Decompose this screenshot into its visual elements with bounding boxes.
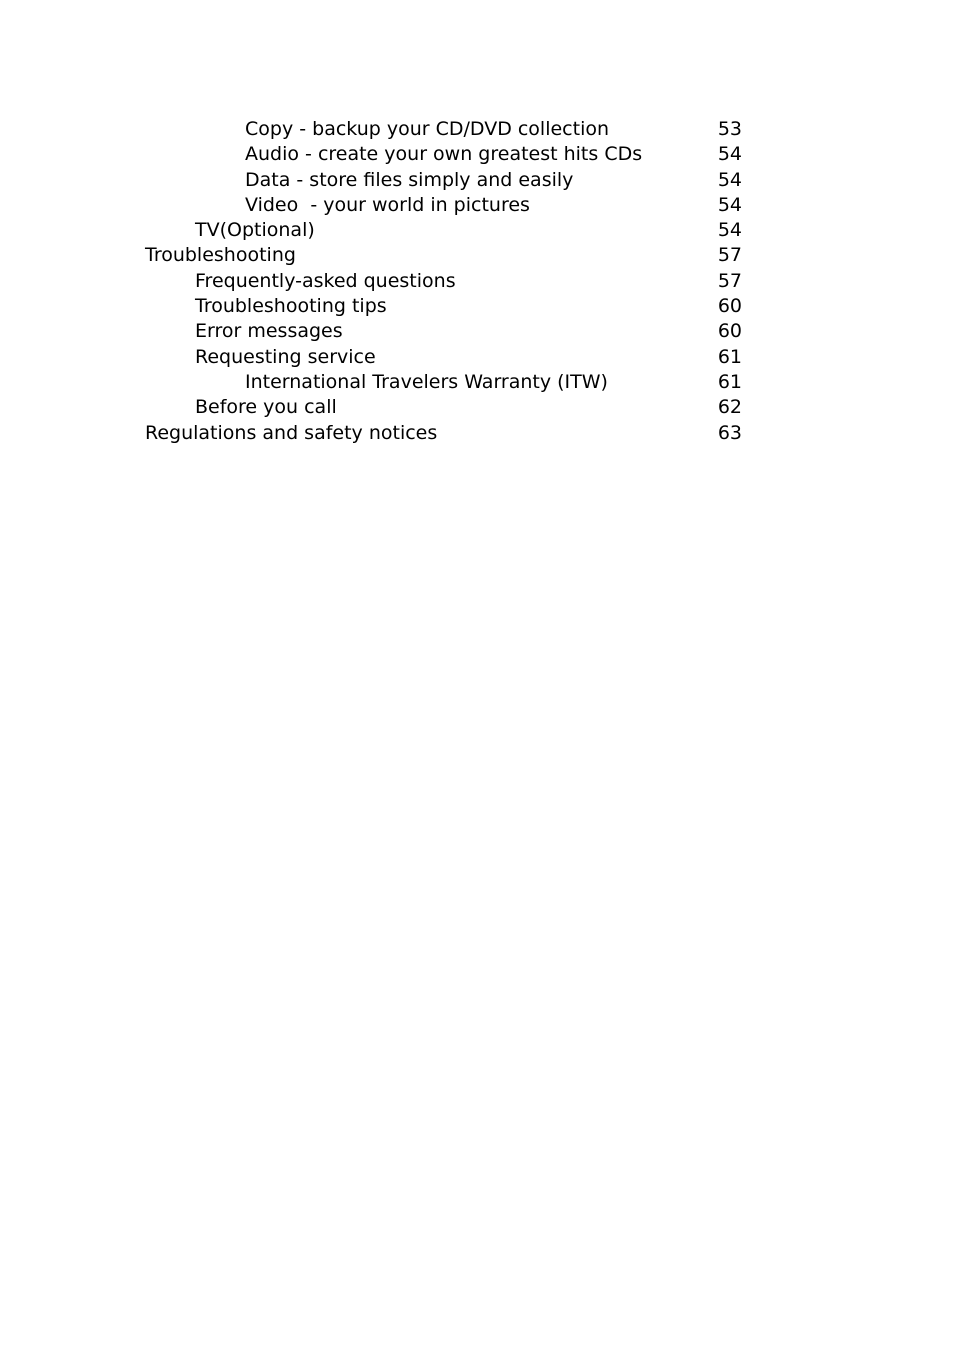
- toc-entry-page: 53: [717, 118, 742, 140]
- toc-entry-title: Video - your world in pictures: [245, 193, 530, 216]
- toc-entry-page: 54: [717, 143, 742, 166]
- toc-entry[interactable]: [145, 193, 742, 218]
- toc-entry-title: TV(Optional): [195, 219, 315, 242]
- toc-entry[interactable]: [145, 168, 742, 193]
- toc-entry[interactable]: [145, 269, 742, 294]
- toc-entry-page: 54: [717, 219, 742, 242]
- toc-entry-title: International Travelers Warranty (ITW): [245, 370, 608, 393]
- toc-entry-page: 54: [717, 193, 742, 216]
- toc-entry[interactable]: [145, 243, 742, 268]
- toc-entry-title: Data - store files simply and easily: [245, 168, 574, 191]
- toc-entry-page: 54: [717, 168, 742, 191]
- toc-entry-page: 63: [717, 421, 742, 444]
- toc-entry[interactable]: [145, 319, 742, 344]
- toc-entry[interactable]: [145, 370, 742, 395]
- toc-entry-title: Before you call: [195, 396, 337, 419]
- toc-entry[interactable]: [145, 345, 742, 370]
- toc-entry-title: Regulations and safety notices: [145, 421, 438, 444]
- toc-entry-page: 61: [717, 345, 742, 368]
- toc-entry-page: 57: [717, 244, 742, 267]
- toc-entry[interactable]: [145, 117, 742, 142]
- toc-entry[interactable]: [145, 294, 742, 319]
- toc-entry[interactable]: [145, 142, 742, 167]
- toc-entry-title: Audio - create your own greatest hits CDs: [245, 143, 643, 166]
- table-of-contents: [145, 117, 742, 446]
- toc-entry-title: Requesting service: [195, 345, 376, 368]
- toc-entry-title: Troubleshooting tips: [195, 295, 387, 318]
- toc-entry-title: Troubleshooting: [145, 244, 296, 267]
- toc-entry-page: 61: [717, 370, 742, 393]
- toc-entry-page: 57: [717, 269, 742, 292]
- toc-entry[interactable]: [145, 421, 742, 446]
- toc-entry-page: 60: [717, 320, 742, 343]
- toc-entry-page: 60: [717, 295, 742, 318]
- toc-entry-title: Copy - backup your CD/DVD collection: [245, 118, 610, 140]
- toc-entry-title: Frequently-asked questions: [195, 269, 456, 292]
- toc-entry[interactable]: [145, 218, 742, 243]
- toc-entry[interactable]: [145, 395, 742, 420]
- toc-entry-title: Error messages: [195, 320, 343, 343]
- toc-entry-page: 62: [717, 396, 742, 419]
